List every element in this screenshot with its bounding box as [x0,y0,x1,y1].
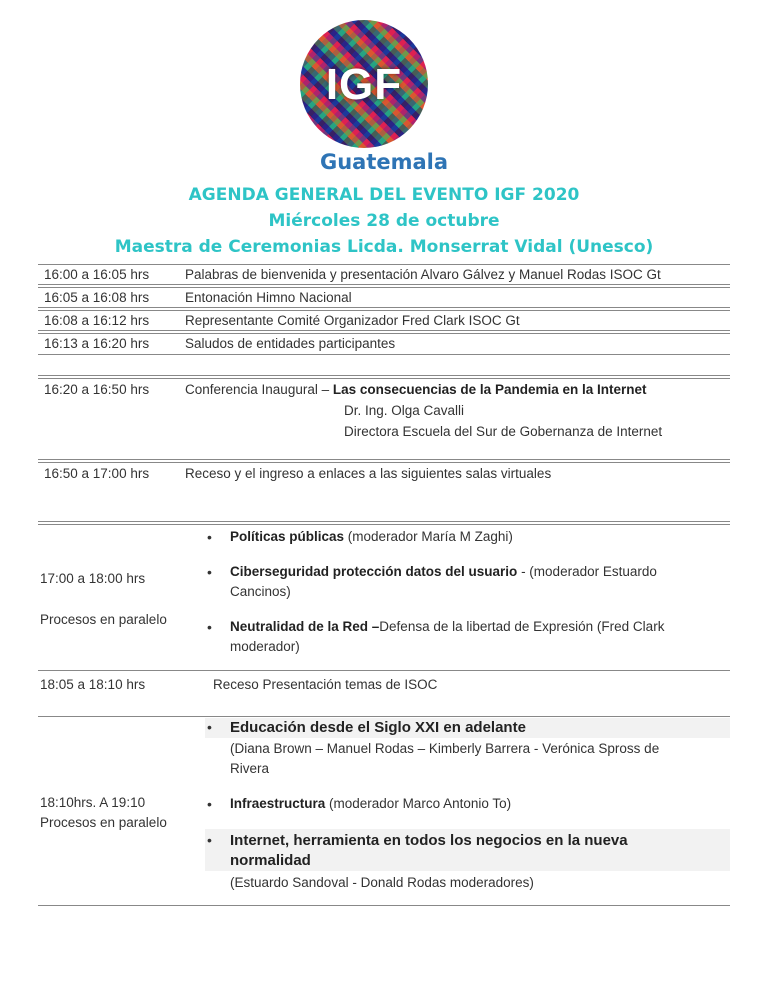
row-desc: Saludos de entidades participantes [185,336,396,351]
session-detail: (moderador Marco Antonio To) [325,796,512,811]
host-line: Maestra de Ceremonias Licda. Monserrat Vidal (Unesco) [114,237,654,257]
divider [38,375,730,379]
conference-time: 16:20 a 16:50 hrs [44,382,150,397]
session-item [230,564,657,579]
recess-time: 16:50 a 17:00 hrs [44,466,150,481]
session-item [230,529,513,544]
row-time: 16:08 a 16:12 hrs [44,313,150,328]
bullet-icon: • [207,719,212,735]
conference-role: Directora Escuela del Sur de Gobernanza de Internet [344,424,663,439]
bullet-icon: • [207,529,212,545]
session-detail-cont: moderador) [230,639,300,654]
session-title: Ciberseguridad protección datos del usuario [230,564,518,579]
recess-desc: Receso Presentación temas de ISOC [213,677,438,692]
session-detail: Defensa de la libertad de Expresión (Fred Clark [379,619,665,634]
recess-desc: Receso y el ingreso a enlaces a las siguientes salas virtuales [185,466,552,481]
divider [38,521,730,525]
row-desc: Representante Comité Organizador Fred Clark ISOC Gt [185,313,520,328]
row-time: 16:13 a 16:20 hrs [44,336,150,351]
session-detail-cont: Rivera [230,761,270,776]
block-note: Procesos en paralelo [40,815,167,830]
session-title: Políticas públicas [230,529,345,544]
session-detail-cont: Cancinos) [230,584,291,599]
row-desc: Palabras de bienvenida y presentación Alvaro Gálvez y Manuel Rodas ISOC Gt [185,267,661,282]
divider [38,670,730,671]
divider [38,330,730,334]
session-item [230,619,664,634]
row-desc: Entonación Himno Nacional [185,290,352,305]
row-time: 16:00 a 16:05 hrs [44,267,150,282]
session-detail: - (moderador Estuardo [517,564,657,579]
bullet-icon: • [207,796,212,812]
bullet-icon: • [207,564,212,580]
session-detail: (Diana Brown – Manuel Rodas – Kimberly Barrera - Verónica Spross de [230,741,660,756]
logo-text: IGF [325,60,403,109]
divider [38,284,730,288]
bullet-icon: • [207,832,212,848]
igf-logo [300,20,428,148]
divider [38,459,730,463]
session-title-cont: normalidad [230,852,311,869]
conference-line [185,382,646,397]
session-detail: (moderador María M Zaghi) [344,529,513,544]
agenda-title: AGENDA GENERAL DEL EVENTO IGF 2020 [188,185,580,205]
session-title: Infraestructura [230,796,326,811]
divider [38,354,730,355]
divider [38,905,730,906]
country-heading: Guatemala [319,150,449,174]
recess-time: 18:05 a 18:10 hrs [40,677,146,692]
block-note: Procesos en paralelo [40,612,167,627]
conference-prefix: Conferencia Inaugural – [185,382,333,397]
bullet-icon: • [207,619,212,635]
divider [38,307,730,311]
block-time: 18:10hrs. A 19:10 [40,795,146,810]
session-title: Neutralidad de la Red – [230,619,380,634]
session-detail: (Estuardo Sandoval - Donald Rodas moderadores) [230,875,534,890]
conference-speaker: Dr. Ing. Olga Cavalli [344,403,465,418]
block-time: 17:00 a 18:00 hrs [40,571,146,586]
session-title: Internet, herramienta en todos los negocios en la nueva [230,832,628,849]
conference-title: Las consecuencias de la Pandemia en la Internet [332,382,647,397]
divider [38,264,730,265]
row-time: 16:05 a 16:08 hrs [44,290,150,305]
session-title: Educación desde el Siglo XXI en adelante [230,719,526,736]
divider [38,716,730,717]
event-date: Miércoles 28 de octubre [268,211,500,231]
session-item [230,796,511,811]
